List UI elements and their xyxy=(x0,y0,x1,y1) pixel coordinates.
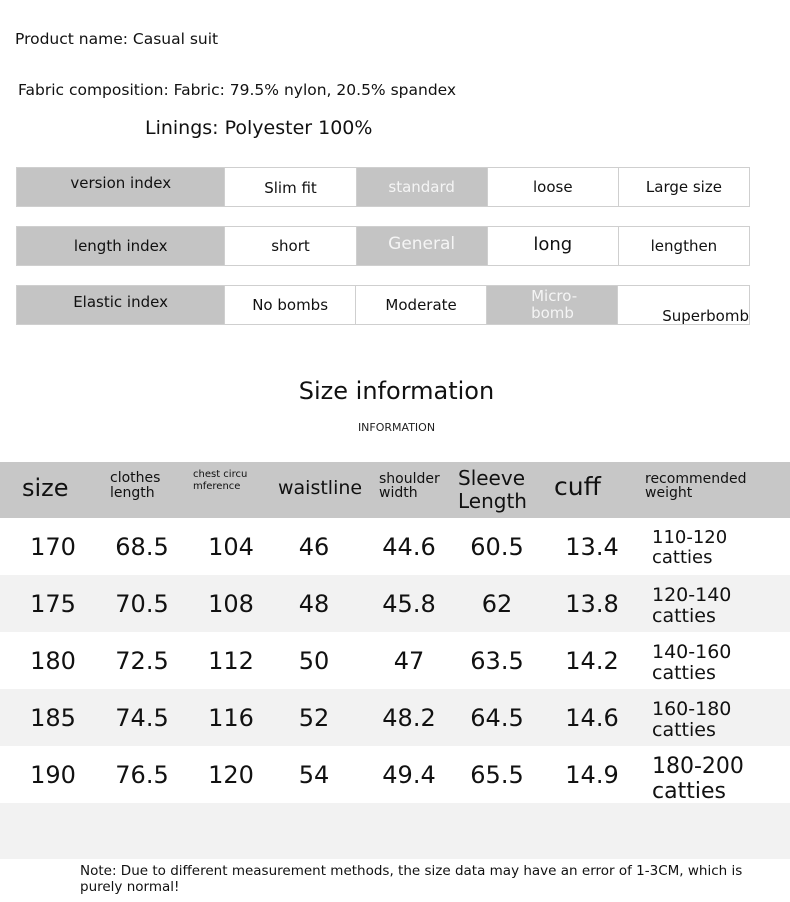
version-index-table xyxy=(16,167,750,207)
linings: Linings: Polyester 100% xyxy=(145,117,373,139)
length-option-lengthen: lengthen xyxy=(618,227,749,265)
cell-weight: 120-140 catties xyxy=(652,584,732,627)
cell-shoulder: 47 xyxy=(393,646,425,675)
header-chest-circumference: chest circumference xyxy=(193,469,248,492)
cell-chest: 104 xyxy=(208,532,254,561)
cell-sleeve: 65.5 xyxy=(470,760,524,789)
cell-cuff: 13.4 xyxy=(565,532,619,561)
cell-sleeve: 63.5 xyxy=(470,646,524,675)
table-row xyxy=(0,689,790,746)
cell-chest: 120 xyxy=(208,760,254,789)
cell-waistline: 46 xyxy=(298,532,330,561)
table-row xyxy=(0,518,790,575)
version-option-loose: loose xyxy=(487,168,618,206)
cell-waistline: 50 xyxy=(298,646,330,675)
cell-size: 170 xyxy=(30,532,76,561)
cell-clothes-length: 74.5 xyxy=(115,703,169,732)
table-row xyxy=(0,632,790,689)
length-option-long: long xyxy=(487,227,618,265)
cell-clothes-length: 72.5 xyxy=(115,646,169,675)
length-index-table xyxy=(16,226,750,266)
header-sleeve-length: Sleeve Length xyxy=(458,466,527,513)
cell-shoulder: 45.8 xyxy=(382,589,436,618)
cell-cuff: 13.8 xyxy=(565,589,619,618)
cell-weight: 160-180 catties xyxy=(652,698,732,741)
version-index-label: version index xyxy=(17,168,224,206)
cell-weight: 180-200 catties xyxy=(652,754,744,804)
length-option-general: General xyxy=(356,227,487,265)
cell-cuff: 14.6 xyxy=(565,703,619,732)
cell-shoulder: 49.4 xyxy=(382,760,436,789)
table-row xyxy=(0,746,790,803)
cell-cuff: 14.9 xyxy=(565,760,619,789)
elastic-option-moderate: Moderate xyxy=(355,286,486,324)
version-option-large-size: Large size xyxy=(618,168,749,206)
size-info-title: Size information xyxy=(298,377,495,405)
cell-chest: 116 xyxy=(208,703,254,732)
cell-weight: 110-120 catties xyxy=(652,527,728,568)
size-info-subtitle: INFORMATION xyxy=(357,421,436,434)
cell-shoulder: 48.2 xyxy=(382,703,436,732)
cell-clothes-length: 76.5 xyxy=(115,760,169,789)
header-size: size xyxy=(22,474,69,502)
product-name: Product name: Casual suit xyxy=(15,30,219,48)
header-cuff: cuff xyxy=(554,472,601,501)
header-clothes-length: clothes length xyxy=(110,470,161,501)
cell-sleeve: 62 xyxy=(481,589,513,618)
cell-size: 175 xyxy=(30,589,76,618)
cell-sleeve: 60.5 xyxy=(470,532,524,561)
length-index-label: length index xyxy=(17,227,224,265)
size-table-header xyxy=(0,462,790,518)
cell-weight: 140-160 catties xyxy=(652,641,732,684)
cell-chest: 108 xyxy=(208,589,254,618)
cell-shoulder: 44.6 xyxy=(382,532,436,561)
cell-clothes-length: 68.5 xyxy=(115,532,169,561)
length-option-short: short xyxy=(224,227,355,265)
size-table xyxy=(0,462,790,859)
header-shoulder-width: shoulder width xyxy=(379,471,440,501)
cell-size: 180 xyxy=(30,646,76,675)
cell-waistline: 48 xyxy=(298,589,330,618)
fabric-composition: Fabric composition: Fabric: 79.5% nylon, 20.5% spandex xyxy=(18,81,457,99)
cell-waistline: 52 xyxy=(298,703,330,732)
cell-chest: 112 xyxy=(208,646,254,675)
table-empty-row xyxy=(0,803,790,859)
measurement-note: Note: Due to different measurement methods, the size data may have an error of 1-3CM, which is purely normal! xyxy=(80,863,743,895)
elastic-index-label: Elastic index xyxy=(17,286,224,324)
header-recommended-weight: recommended weight xyxy=(645,471,747,501)
elastic-option-superbomb: Superbomb xyxy=(617,286,749,324)
cell-cuff: 14.2 xyxy=(565,646,619,675)
cell-size: 190 xyxy=(30,760,76,789)
version-option-slim-fit: Slim fit xyxy=(224,168,355,206)
cell-clothes-length: 70.5 xyxy=(115,589,169,618)
cell-sleeve: 64.5 xyxy=(470,703,524,732)
elastic-option-no-bombs: No bombs xyxy=(224,286,355,324)
elastic-index-table xyxy=(16,285,750,325)
elastic-option-micro-bomb: Micro-bomb xyxy=(486,286,617,324)
cell-size: 185 xyxy=(30,703,76,732)
header-waistline: waistline xyxy=(278,477,363,499)
cell-waistline: 54 xyxy=(298,760,330,789)
version-option-standard: standard xyxy=(356,168,487,206)
table-row xyxy=(0,575,790,632)
